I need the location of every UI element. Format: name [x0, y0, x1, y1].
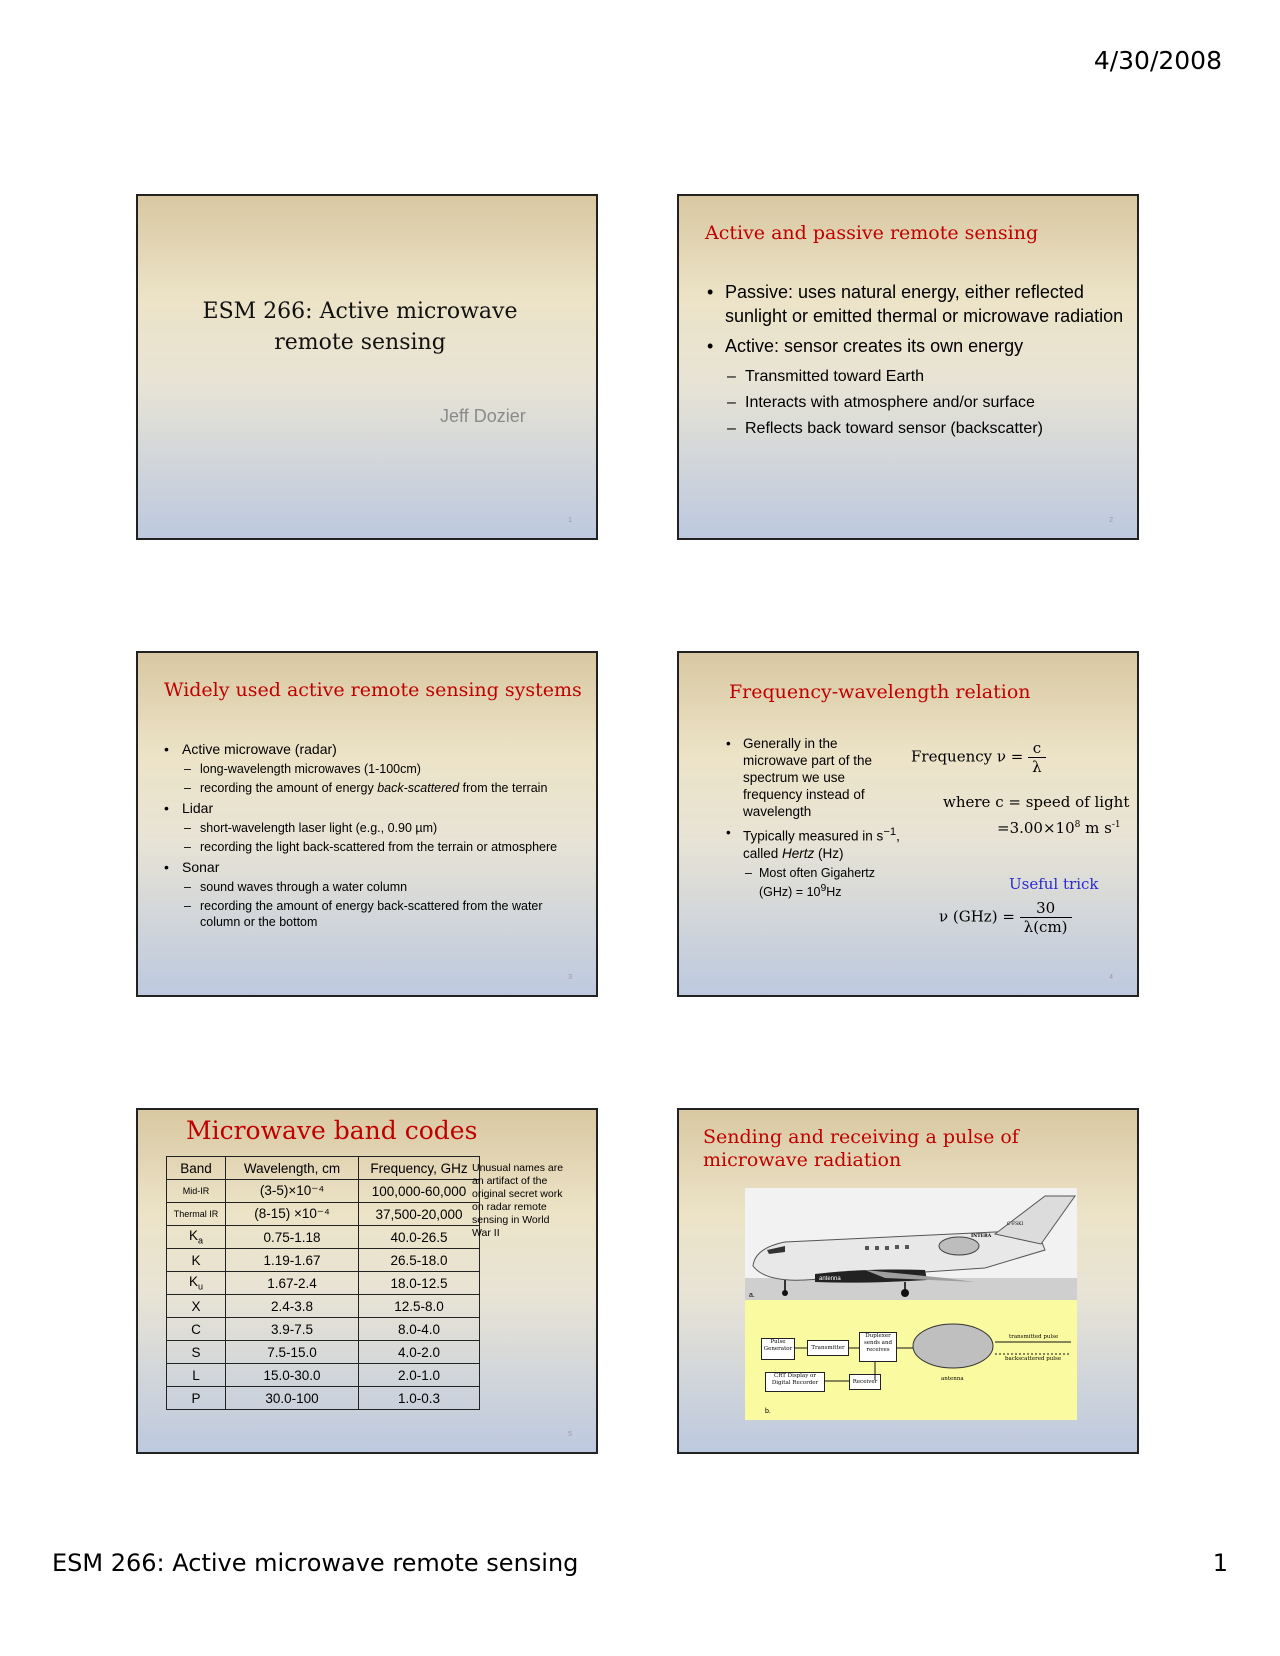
slide-4-bullets	[723, 735, 903, 900]
subbullet: – recording the amount of energy back-scattered from the terrain	[160, 780, 580, 796]
bullet-lidar: • Lidar	[160, 799, 580, 817]
subbullet: – recording the amount of energy back-scattered from the water column or the bottom	[160, 898, 580, 930]
slide-number: 2	[1109, 517, 1113, 524]
slide-4-thumbnail[interactable]	[677, 651, 1139, 997]
band-table	[166, 1156, 480, 1410]
bullet-frequency: • Generally in the microwave part of the spectrum we use frequency instead of wavelength	[723, 735, 903, 820]
slide-5-thumbnail[interactable]	[136, 1108, 598, 1454]
duplexer-box: Duplexer sends and receives	[859, 1332, 897, 1362]
subbullet: – recording the light back-scattered from the terrain or atmosphere	[160, 839, 580, 855]
subbullet: – long-wavelength microwaves (1-100cm)	[160, 761, 580, 777]
antenna-label: antenna	[941, 1376, 964, 1382]
antenna-photo-label: antenna	[819, 1276, 841, 1282]
slide-1-title: ESM 266: Active microwave remote sensing	[202, 299, 518, 355]
equation-speed-value: $=3.00\times 10^8$ m $s^{-1}$	[997, 819, 1121, 837]
table-row	[167, 1272, 480, 1295]
bullet-sonar: • Sonar	[160, 858, 580, 876]
slide-3-title: Widely used active remote sensing systems	[164, 679, 582, 701]
frequency-cell: 12.5-8.0	[359, 1295, 480, 1318]
band-cell: $K_u$	[167, 1272, 226, 1295]
band-cell: Mid-IR	[167, 1180, 226, 1203]
equation-speed-of-light: where c = speed of light	[943, 793, 1130, 811]
slide-6-title: Sending and receiving a pulse of microwave radiation	[703, 1126, 1019, 1171]
slide-1-author: Jeff Dozier	[440, 406, 526, 426]
bullet-passive: • Passive: uses natural energy, either reflected sunlight or emitted thermal or microwave radiation	[705, 280, 1125, 328]
figure-label-b: b.	[765, 1408, 771, 1415]
subbullet-ghz: – Most often Gigahertz $(GHz) = 10^9Hz$	[723, 866, 903, 900]
frequency-cell: 37,500-20,000	[359, 1203, 480, 1226]
subbullet: – Interacts with atmosphere and/or surface	[705, 390, 1125, 416]
radar-figure	[745, 1188, 1077, 1420]
wavelength-cell: 15.0-30.0	[226, 1364, 359, 1387]
transmitted-pulse-label: transmitted pulse	[1009, 1334, 1059, 1340]
slide-number: 4	[1109, 974, 1113, 981]
frequency-cell: 4.0-2.0	[359, 1341, 480, 1364]
figure-label-a: a.	[749, 1292, 755, 1299]
bullet-active: • Active: sensor creates its own energy	[705, 334, 1125, 358]
slide-4-title: Frequency-wavelength relation	[729, 681, 1031, 703]
frequency-cell: 2.0-1.0	[359, 1364, 480, 1387]
slide-5-note: Unusual names are an artifact of the original secret work on radar remote sensing in World War II	[472, 1162, 564, 1239]
slide-3-thumbnail[interactable]	[136, 651, 598, 997]
wavelength-cell: (8-15) ×10⁻⁴	[226, 1203, 359, 1226]
aircraft-illustration	[745, 1188, 1077, 1300]
wavelength-cell: 7.5-15.0	[226, 1341, 359, 1364]
band-cell: C	[167, 1318, 226, 1341]
band-cell: X	[167, 1295, 226, 1318]
bullet-hertz: • Typically measured in $s^{-1}$, called Hertz (Hz)	[723, 824, 903, 862]
slide-number: 3	[568, 974, 572, 981]
table-row	[167, 1249, 480, 1272]
band-cell: P	[167, 1387, 226, 1410]
band-cell: K	[167, 1249, 226, 1272]
wavelength-cell: 2.4-3.8	[226, 1295, 359, 1318]
frequency-cell: 8.0-4.0	[359, 1318, 480, 1341]
slide-number: 1	[568, 517, 572, 524]
backscattered-pulse-label: backscattered pulse	[1005, 1356, 1062, 1362]
wavelength-cell: (3-5)×10⁻⁴	[226, 1180, 359, 1203]
frequency-cell: 18.0-12.5	[359, 1272, 480, 1295]
subbullet: – Reflects back toward sensor (backscatter)	[705, 416, 1125, 442]
tail-code: C-FSKI	[1007, 1222, 1024, 1227]
receiver-box: Receiver	[849, 1374, 881, 1390]
frequency-cell: 40.0-26.5	[359, 1226, 480, 1249]
table-row	[167, 1203, 480, 1226]
equation-ghz: ν (GHz) = $\frac{30}{\lambda(cm)}$	[939, 899, 1072, 936]
table-header-row	[167, 1157, 480, 1180]
slide-number: 5	[568, 1431, 572, 1438]
slide-2-title: Active and passive remote sensing	[705, 222, 1039, 244]
slide-5-title: Microwave band codes	[186, 1116, 478, 1145]
column-header: Wavelength, cm	[226, 1157, 359, 1180]
equation-frequency: Frequency ν = $\frac{c}{\lambda}$	[911, 739, 1046, 776]
band-cell: $K_a$	[167, 1226, 226, 1249]
table-row	[167, 1226, 480, 1249]
aircraft-photo	[745, 1188, 1077, 1300]
slide-2-bullets	[705, 280, 1125, 442]
table-row	[167, 1180, 480, 1203]
wavelength-cell: 1.19-1.67	[226, 1249, 359, 1272]
subbullet: – sound waves through a water column	[160, 879, 580, 895]
band-cell: S	[167, 1341, 226, 1364]
slide-2-thumbnail[interactable]	[677, 194, 1139, 540]
frequency-cell: 1.0-0.3	[359, 1387, 480, 1410]
table-row	[167, 1341, 480, 1364]
subbullet: – short-wavelength laser light (e.g., 0.90 µm)	[160, 820, 580, 836]
header-date: 4/30/2008	[1093, 46, 1222, 75]
wavelength-cell: 0.75-1.18	[226, 1226, 359, 1249]
band-cell: Thermal IR	[167, 1203, 226, 1226]
column-header: Frequency, GHz	[359, 1157, 480, 1180]
table-row	[167, 1318, 480, 1341]
slide-6-thumbnail[interactable]	[677, 1108, 1139, 1454]
slide-1-thumbnail[interactable]	[136, 194, 598, 540]
frequency-cell: 26.5-18.0	[359, 1249, 480, 1272]
wavelength-cell: 30.0-100	[226, 1387, 359, 1410]
crt-display-box: CRT Display or Digital Recorder	[765, 1372, 825, 1392]
slide-3-bullets	[160, 737, 580, 930]
bullet-radar: • Active microwave (radar)	[160, 740, 580, 758]
band-cell: L	[167, 1364, 226, 1387]
transmitter-box: Transmitter	[807, 1340, 849, 1356]
frequency-cell: 100,000-60,000	[359, 1180, 480, 1203]
table-row	[167, 1364, 480, 1387]
useful-trick-label: Useful trick	[1009, 875, 1099, 893]
footer-title: ESM 266: Active microwave remote sensing	[52, 1549, 579, 1577]
table-row	[167, 1295, 480, 1318]
wavelength-cell: 1.67-2.4	[226, 1272, 359, 1295]
footer-page-number: 1	[1212, 1549, 1228, 1577]
table-row	[167, 1387, 480, 1410]
column-header: Band	[167, 1157, 226, 1180]
pulse-generator-box: Pulse Generator	[761, 1338, 795, 1360]
wavelength-cell: 3.9-7.5	[226, 1318, 359, 1341]
fuselage-text: INTERA	[971, 1234, 992, 1239]
subbullet: – Transmitted toward Earth	[705, 364, 1125, 390]
